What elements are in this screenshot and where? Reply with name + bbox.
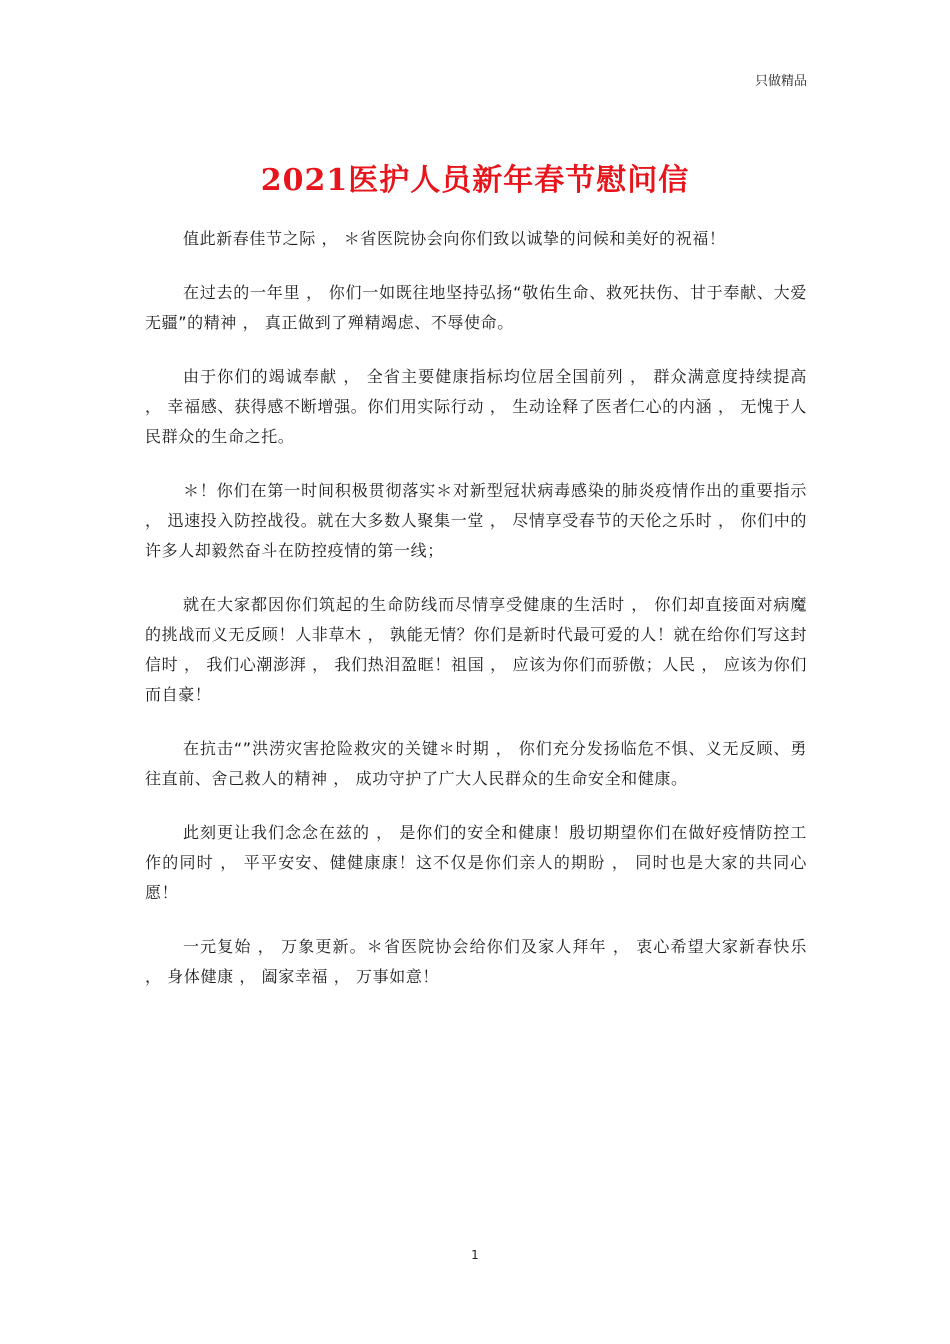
paragraph-safety: 此刻更让我们念念在兹的 ， 是你们的安全和健康！殷切期望你们在做好疫情防控工作的同时 ， 平平安安、健健康康！这不仅是你们亲人的期盼 ， 同时也是大家的共同心愿！ (145, 823, 807, 902)
paragraph-greeting: 值此新春佳节之际 ， ＊省医院协会向你们致以诚挚的问候和美好的祝福！ (183, 229, 726, 248)
paragraph-dedication: 由于你们的竭诚奉献 ， 全省主要健康指标均位居全国前列 ， 群众满意度持续提高 ， 幸福感、获得感不断增强。你们用实际行动 ， 生动诠释了医者仁心的内涵 ， 无愧于人民群众的生命之托。 (145, 367, 807, 446)
paragraph-flood: 在抗击“”洪涝灾害抢险救灾的关键＊时期 ， 你们充分发扬临危不惧、义无反顾、勇往直前、舍己救人的精神 ， 成功守护了广大人民群众的生命安全和健康。 (145, 739, 807, 788)
paragraph-past-year: 在过去的一年里 ， 你们一如既往地坚持弘扬“敬佑生命、救死扶伤、甘于奉献、大爱无疆”的精神 ， 真正做到了殚精竭虑、不辱使命。 (145, 283, 807, 332)
paragraph-epidemic: ＊！你们在第一时间积极贯彻落实＊对新型冠状病毒感染的肺炎疫情作出的重要指示 ， 迅速投入防控战役。就在大多数人聚集一堂 ， 尽情享受春节的天伦之乐时 ， 你们中的许多人却毅然奋斗在防控疫情的第一线； (145, 481, 807, 560)
letter-body (145, 224, 807, 1016)
paragraph-frontline: 就在大家都因你们筑起的生命防线而尽情享受健康的生活时 ， 你们却直接面对病魔的挑战而义无反顾！人非草木 ， 孰能无情？你们是新时代最可爱的人！就在给你们写这封信时 ， 我们心潮澎湃 ， 我们热泪盈眶！祖国 ， 应该为你们而骄傲；人民 ， 应该为你们而自豪！ (145, 595, 807, 704)
page-number: 1 (471, 1248, 479, 1262)
page-title: 2021医护人员新年春节慰问信 (260, 163, 690, 198)
paragraph-new-year-wishes: 一元复始 ， 万象更新。＊省医院协会给你们及家人拜年 ， 衷心希望大家新春快乐 ， 身体健康 ， 阖家幸福 ， 万事如意！ (145, 937, 807, 986)
header-note: 只做精品 (754, 74, 807, 89)
